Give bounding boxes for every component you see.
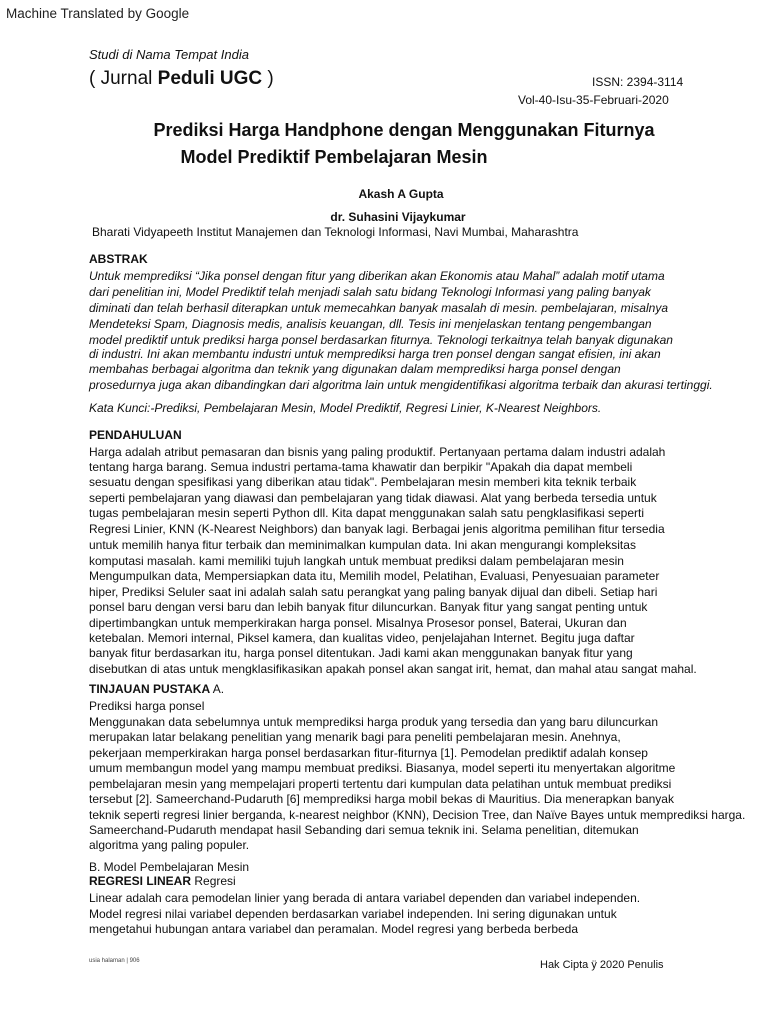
linear-regression-rest: Regresi (191, 874, 236, 888)
abstract-line: dari penelitian ini, Model Prediktif telah menjadi salah satu bidang Teknologi Informasi yang paling banyak (89, 285, 651, 299)
section-b-line: mengetahui hubungan antara variabel dan peramalan. Model regresi yang berbeda berbeda (89, 922, 579, 936)
intro-line: Harga adalah atribut pemasaran dan bisnis yang paling produktif. Pertanyaan pertama dalam industri adalah (89, 445, 666, 459)
intro-line: hiper, Prediksi Seluler saat ini adalah salah satu perangkat yang paling banyak dijual dan dibeli. Setiap hari (89, 585, 658, 599)
section-b-subheading (89, 874, 236, 888)
review-heading-suffix: A. (210, 682, 225, 696)
paper-title-line-2: Model Prediktif Pembelajaran Mesin (180, 147, 488, 167)
review-line: Menggunakan data sebelumnya untuk memprediksi harga produk yang tersedia dan yang baru diluncurkan (89, 715, 659, 729)
journal-name: Peduli UGC (157, 68, 263, 89)
abstract-line: Mendeteksi Spam, Diagnosis medis, analisis keuangan, dll. Tesis ini menjelaskan tentang pengembangan (89, 317, 652, 331)
page-number: usia halaman | 906 (89, 958, 140, 964)
intro-line: Regresi Linier, KNN (K-Nearest Neighbors) dan banyak lagi. Berbagai jenis algoritma pemilihan fitur tersedia (89, 522, 665, 536)
intro-line: ponsel baru dengan versi baru dan lebih banyak fitur diluncurkan. Banyak fitur yang sangat penting untuk (89, 600, 648, 614)
section-b-line: Linear adalah cara pemodelan linier yang berada di antara variabel dependen dan variabel independen. (89, 891, 641, 905)
section-b-line: Model regresi nilai variabel dependen berdasarkan variabel independen. Ini sering digunakan untuk (89, 907, 617, 921)
journal-open: ( Jurnal (89, 68, 158, 89)
abstract-line: prosedurnya juga akan dibandingkan dari algoritma lain untuk mengidentifikasi algoritma terbaik dan akurasi tertinggi. (89, 378, 713, 392)
intro-line: dipertimbangkan untuk memperkirakan harga ponsel. Misalnya Prosesor ponsel, Baterai, Ukuran dan (89, 616, 627, 630)
abstract-line: model prediktif untuk prediksi harga ponsel berdasarkan fiturnya. Teknologi terkaitnya telah banyak digunakan (89, 333, 673, 347)
review-line: tersebut [2]. Sameerchand-Pudaruth [6] memprediksi harga mobil bekas di Mauritius. Dia menerapkan banyak (89, 792, 674, 806)
paper-title-line-1: Prediksi Harga Handphone dengan Menggunakan Fiturnya (153, 120, 655, 140)
journal-title (89, 68, 274, 90)
keywords: Kata Kunci:-Prediksi, Pembelajaran Mesin, Model Prediktif, Regresi Linier, K-Nearest Neighbors. (89, 401, 602, 415)
review-line: pekerjaan memperkirakan harga ponsel berdasarkan fitur-fiturnya [1]. Pemodelan prediktif adalah konsep (89, 746, 648, 760)
intro-line: tentang harga barang. Semua industri pertama-tama khawatir dan berpikir "Apakah dia dapat membeli (89, 460, 633, 474)
linear-regression-label: REGRESI LINEAR (89, 874, 192, 888)
intro-line: komputasi masalah. kami memiliki tujuh langkah untuk membuat prediksi dalam pembelajaran mesin (89, 554, 624, 568)
review-line: Sameerchand-Pudaruth mendapat hasil Sebanding dari semua teknik ini. Selama penelitian, ditemukan (89, 823, 639, 837)
section-b-heading: B. Model Pembelajaran Mesin (89, 860, 250, 874)
intro-line: tugas pembelajaran mesin seperti Python dll. Kita dapat menggunakan salah satu pengklasifikasi seperti (89, 506, 644, 520)
review-heading-label: TINJAUAN PUSTAKA (89, 682, 211, 696)
intro-line: sesuatu dengan spesifikasi yang diberikan atau tidak". Pembelajaran mesin memberi kita teknik terbaik (89, 475, 637, 489)
issn: ISSN: 2394-3114 (592, 75, 684, 89)
journal-close: ) (262, 68, 274, 89)
intro-line: ketebalan. Memori internal, Piksel kamera, dan kualitas video, penjelajahan Internet. Begitu juga daftar (89, 631, 635, 645)
author-1: Akash A Gupta (358, 187, 444, 201)
journal-series: Studi di Nama Tempat India (89, 47, 249, 62)
intro-heading: PENDAHULUAN (89, 428, 182, 442)
review-line: teknik seperti regresi linier berganda, k-nearest neighbor (KNN), Decision Tree, dan Naïve Bayes untuk memprediksi harga. (89, 808, 746, 822)
review-line: algoritma yang paling populer. (89, 838, 250, 852)
intro-line: disebutkan di atas untuk mengklasifikasikan apakah ponsel akan sangat irit, hemat, dan mahal atau sangat mahal. (89, 662, 697, 676)
machine-translation-banner: Machine Translated by Google (6, 6, 190, 21)
review-subheading: Prediksi harga ponsel (89, 699, 205, 713)
abstract-line: Untuk memprediksi “Jika ponsel dengan fitur yang diberikan akan Ekonomis atau Mahal” adalah motif utama (89, 269, 665, 283)
review-line: merupakan latar belakang penelitian yang menarik bagi para peneliti pembelajaran mesin. Anehnya, (89, 730, 621, 744)
abstract-heading: ABSTRAK (89, 252, 148, 266)
abstract-line: diminati dan telah berhasil diterapkan untuk memecahkan banyak masalah di mesin. pembelajaran, misalnya (89, 301, 668, 315)
abstract-line: di industri. Ini akan membantu industri untuk memprediksi harga tren ponsel dengan sangat efisien, ini akan (89, 347, 661, 361)
intro-line: banyak fitur berdasarkan itu, harga ponsel ditentukan. Jadi kami akan menggunakan banyak fitur yang (89, 646, 633, 660)
affiliation: Bharati Vidyapeeth Institut Manajemen dan Teknologi Informasi, Navi Mumbai, Maharashtra (92, 225, 579, 239)
intro-line: untuk memilih hanya fitur terbaik dan meminimalkan kumpulan data. Ini akan mengurangi kompleksitas (89, 538, 636, 552)
intro-line: Mengumpulkan data, Mempersiapkan data itu, Memilih model, Pelatihan, Evaluasi, Penyesuaian parameter (89, 569, 660, 583)
review-line: pembelajaran mesin yang mempelajari properti tertentu dari kumpulan data pelatihan untuk membuat prediksi (89, 777, 672, 791)
abstract-line: membahas berbagai algoritma dan teknik yang digunakan dalam memprediksi harga ponsel dengan (89, 362, 621, 376)
review-line: umum membangun model yang mampu membuat prediksi. Biasanya, model seperti itu menyertakan algoritme (89, 761, 676, 775)
review-heading (89, 682, 224, 696)
intro-line: seperti pembelajaran yang diawasi dan pembelajaran yang tidak diawasi. Alat yang berbeda tersedia untuk (89, 491, 657, 505)
volume-info: Vol-40-Isu-35-Februari-2020 (518, 93, 669, 107)
author-2: dr. Suhasini Vijaykumar (330, 210, 466, 224)
copyright: Hak Cipta ÿ 2020 Penulis (540, 959, 664, 971)
